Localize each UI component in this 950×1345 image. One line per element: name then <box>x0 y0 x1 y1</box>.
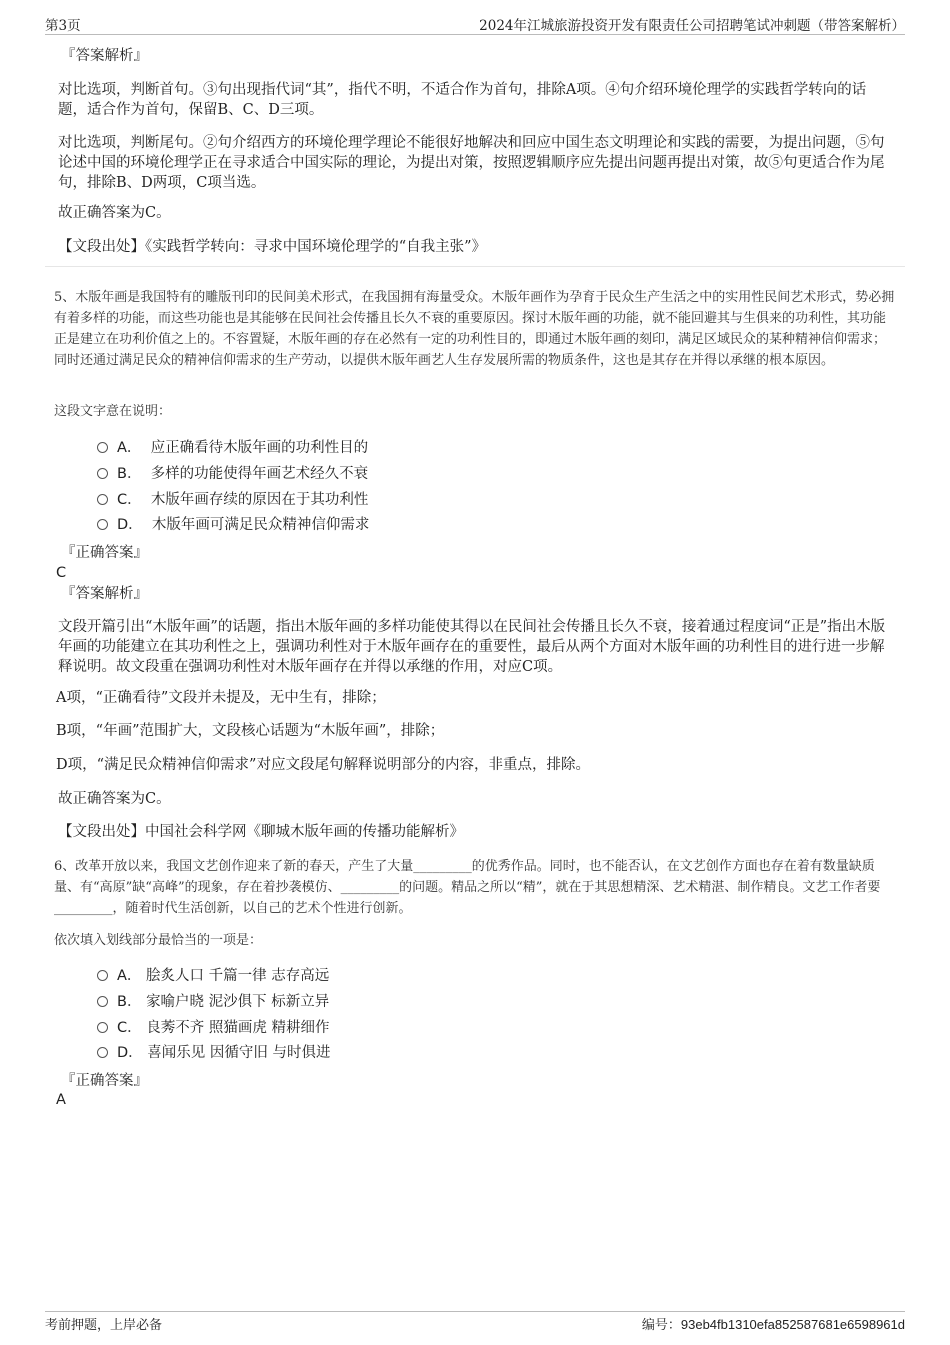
q5-stem: 5、木版年画是我国特有的雕版刊印的民间美术形式，在我国拥有海量受众。木版年画作为孕育于民众生产生活之中的实用性民间艺术形式，势必拥有着多样的功能，而这些功能也是其能够在民间社会传播且长久不衰的重要原因。探讨木版年画的功能，就不能回避其与生俱来的功利性，其功能正是建立在功利价值之上的。不容置疑，木版年画的存在必然有一定的功利性目的，即通过木版年画的刻印，满足区域民众的某种精神信仰需求；同时还通过满足民众的精神信仰需求的生产劳动，以提供木版年画艺人生存发展所需的物质条件，这也是其存在并得以承继的根本原因。 <box>54 290 895 368</box>
document-title: 2024年江城旅游投资开发有限责任公司招聘笔试冲刺题（带答案解析） <box>479 18 905 34</box>
radio-icon[interactable] <box>97 468 108 479</box>
q5-answer: C <box>56 565 67 581</box>
q6-option-d[interactable] <box>97 1043 331 1063</box>
document-code <box>642 1314 905 1333</box>
q6-option-b[interactable] <box>97 992 329 1012</box>
q6-option-c[interactable] <box>97 1018 329 1038</box>
q5-note-d: D项，“满足民众精神信仰需求”对应文段尾句解释说明部分的内容，非重点，排除。 <box>56 757 590 773</box>
footer-slogan: 考前押题，上岸必备 <box>45 1318 163 1333</box>
q5-source: 【文段出处】中国社会科学网《聊城木版年画的传播功能解析》 <box>58 824 464 840</box>
q4-analysis-para1: 对比选项，判断首句。③句出现指代词“其”，指代不明，不适合作为首句，排除A项。④句介绍环境伦理学的实践哲学转向的话题，适合作为首句，保留B、C、D三项。 <box>58 82 867 118</box>
q5-note-b: B项，“年画”范围扩大，文段核心话题为“木版年画”，排除； <box>56 723 445 739</box>
q5-option-c[interactable] <box>97 490 368 510</box>
radio-icon[interactable] <box>97 442 108 453</box>
question-divider <box>45 266 905 267</box>
option-letter: C． <box>117 492 142 508</box>
option-text: 脍炙人口 千篇一律 志存高远 <box>146 968 330 984</box>
option-letter: D． <box>117 1045 143 1061</box>
radio-icon[interactable] <box>97 970 108 981</box>
q6-option-a[interactable] <box>97 966 329 986</box>
q4-analysis-label: 『答案解析』 <box>61 48 148 64</box>
option-text: 良莠不齐 照猫画虎 精耕细作 <box>146 1020 330 1036</box>
option-text: 多样的功能使得年画艺术经久不衰 <box>150 466 369 482</box>
radio-icon[interactable] <box>97 494 108 505</box>
option-letter: B． <box>117 994 142 1010</box>
option-letter: B． <box>117 466 142 482</box>
q5-note-a: A项，“正确看待”文段并未提及，无中生有，排除； <box>56 690 386 706</box>
option-letter: C． <box>117 1020 142 1036</box>
q4-source: 【文段出处】《实践哲学转向：寻求中国环境伦理学的“自我主张”》 <box>58 239 487 255</box>
q5-analysis: 文段开篇引出“木版年画”的话题，指出木版年画的多样功能使其得以在民间社会传播且长久不衰，接着通过程度词“正是”指出木版年画的功能建立在其功利性之上，强调功利性对于木版年画存在的重要性，最后从两个方面对木版年画的功利性目的进行进一步解释说明。故文段重在强调功利性对木版年画存在并得以承继的作用，对应C项。 <box>58 619 886 675</box>
option-text: 家喻户晓 泥沙俱下 标新立异 <box>146 994 330 1010</box>
q6-answer: A <box>56 1092 66 1108</box>
option-text: 木版年画存续的原因在于其功利性 <box>150 492 369 508</box>
code-label: 编号： <box>641 1318 681 1333</box>
page-number: 第3页 <box>45 18 81 34</box>
q6-prompt: 依次填入划线部分最恰当的一项是： <box>54 933 263 948</box>
option-letter: A． <box>117 968 142 984</box>
q4-conclusion: 故正确答案为C。 <box>58 205 171 221</box>
option-text: 木版年画可满足民众精神信仰需求 <box>151 517 370 533</box>
header-divider <box>45 34 905 35</box>
radio-icon[interactable] <box>97 996 108 1007</box>
page-header <box>45 14 905 34</box>
q5-option-b[interactable] <box>97 464 368 484</box>
footer-divider <box>45 1311 905 1312</box>
option-letter: D． <box>117 517 143 533</box>
radio-icon[interactable] <box>97 1022 108 1033</box>
q5-option-d[interactable] <box>97 515 369 535</box>
q5-prompt: 这段文字意在说明： <box>54 404 172 419</box>
q5-answer-label: 『正确答案』 <box>61 545 148 561</box>
option-letter: A． <box>117 440 142 456</box>
q6-stem: 6、改革开放以来，我国文艺创作迎来了新的春天，产生了大量_________的优秀作品。同时，也不能否认，在文艺创作方面也存在着有数量缺质量、有“高原”缺“高峰”的现象，存在着抄袭模仿、_________的问题。精品之所以“精”，就在于其思想精深、艺术精湛、制作精良。文艺工作者要_________，随着时代生活创新，以自己的艺术个性进行创新。 <box>54 859 881 916</box>
option-text: 喜闻乐见 因循守旧 与时俱进 <box>147 1045 331 1061</box>
code-value: 93eb4fb1310efa852587681e6598961d <box>680 1317 905 1332</box>
option-text: 应正确看待木版年画的功利性目的 <box>150 440 369 456</box>
q5-analysis-label: 『答案解析』 <box>61 586 148 602</box>
radio-icon[interactable] <box>97 1047 108 1058</box>
q5-option-a[interactable] <box>97 438 368 458</box>
q5-conclusion: 故正确答案为C。 <box>58 791 171 807</box>
q4-analysis-para2: 对比选项，判断尾句。②句介绍西方的环境伦理学理论不能很好地解决和回应中国生态文明理论和实践的需要，为提出问题，⑤句论述中国的环境伦理学正在寻求适合中国实际的理论，为提出对策，按照逻辑顺序应先提出问题再提出对策，故⑤句更适合作为尾句，排除B、D两项，C项当选。 <box>58 135 885 191</box>
q6-answer-label: 『正确答案』 <box>61 1073 148 1089</box>
radio-icon[interactable] <box>97 519 108 530</box>
